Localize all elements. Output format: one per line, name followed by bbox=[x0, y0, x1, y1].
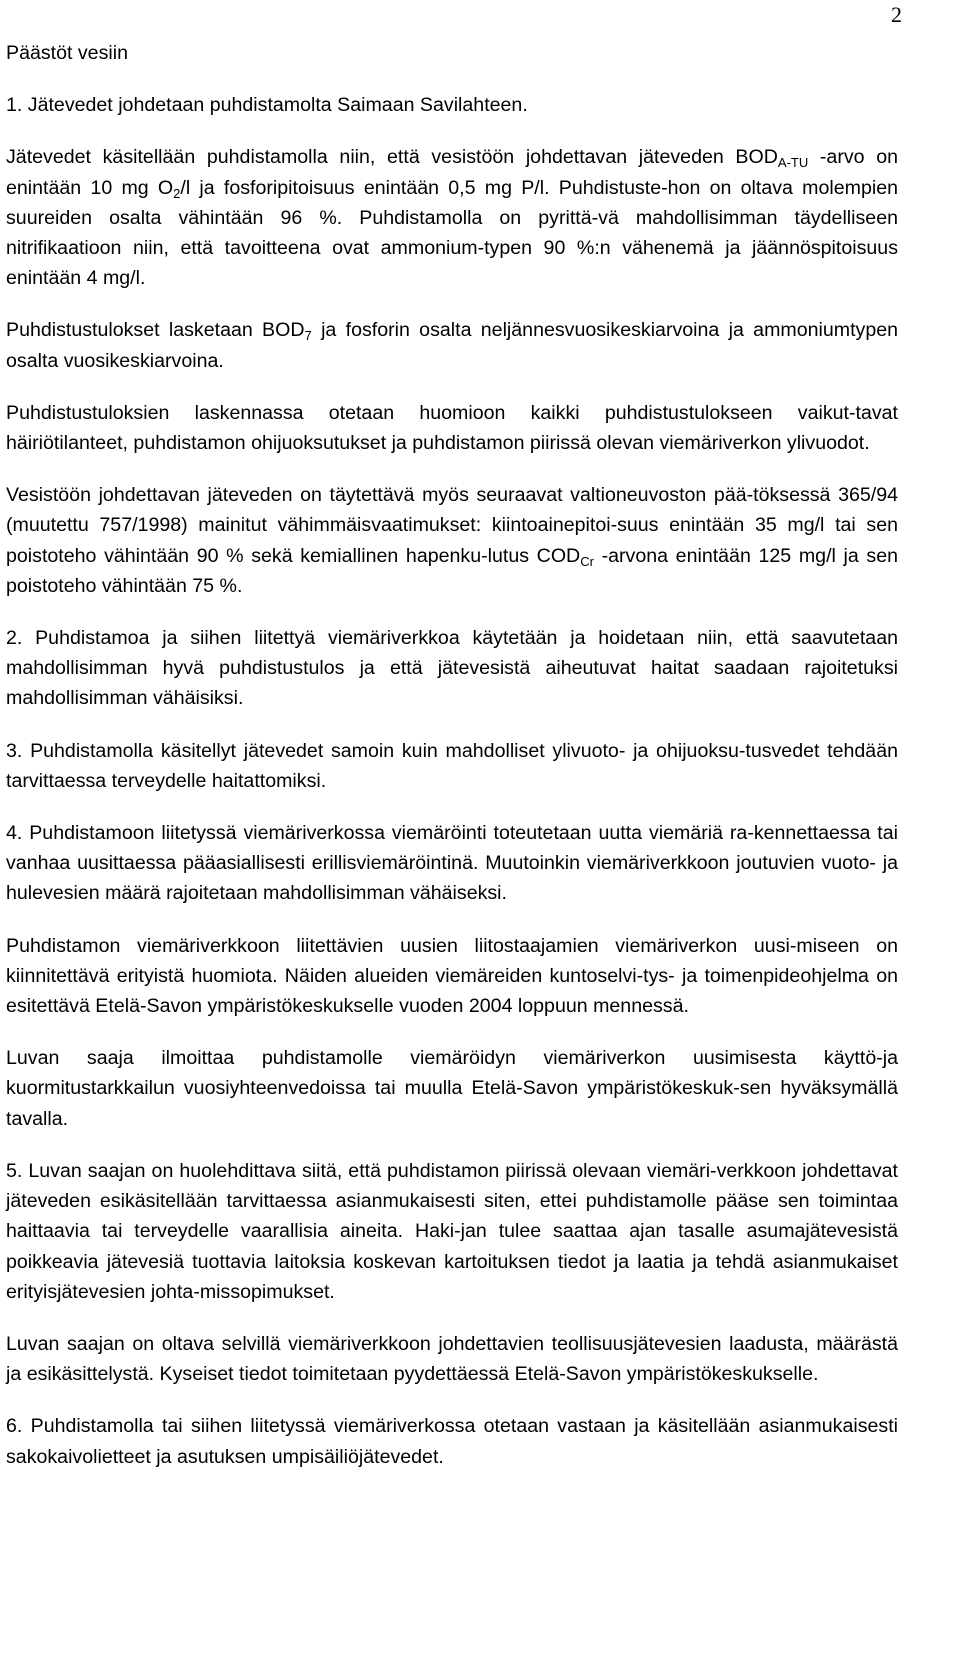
oxygen-subscript: 2 bbox=[173, 185, 181, 201]
paragraph-3 bbox=[6, 315, 898, 375]
section-heading: Päästöt vesiin bbox=[6, 42, 128, 64]
page-number: 2 bbox=[891, 2, 902, 27]
paragraph-2-text-b: -arvo on enintään 10 mg O bbox=[6, 146, 899, 199]
paragraph-2 bbox=[6, 142, 898, 293]
bod7-subscript: 7 bbox=[304, 328, 312, 344]
paragraph-2-text-c: /l ja fosforipitoisuus enintään 0,5 mg P/l. Puhdistuste-hon on oltava molempien suureiden osalta vähintään 96 %. Puhdistamolla on pyrittä-vä mahdollisimman täydelliseen nitrifikaatioon niin, että tavoitteena ovat ammonium-typen 90 %:n vähenemä ja jäännöspitoisuus enintään 4 mg/l. bbox=[6, 176, 898, 290]
paragraph-5 bbox=[6, 480, 898, 601]
paragraph-3-text-a: Puhdistustulokset lasketaan BOD bbox=[6, 319, 305, 342]
paragraph-6: 2. Puhdistamoa ja siihen liitettyä viemäriverkkoa käytetään ja hoidetaan niin, että saavutetaan mahdollisimman hyvä puhdistustulos ja että jätevesistä aiheutuvat haitat saadaan rajoitetuksi mahdollisimman vähäisiksi. bbox=[6, 627, 898, 710]
paragraph-5-text-b: -arvona enintään 125 mg/l ja sen poistoteho vähintään 75 %. bbox=[6, 544, 899, 597]
paragraph-13: 6. Puhdistamolla tai siihen liitetyssä viemäriverkossa otetaan vastaan ja käsitellään asianmukaisesti sakokaivolietteet ja asutuksen umpisäiliöjätevedet. bbox=[6, 1415, 898, 1468]
paragraph-4: Puhdistustuloksien laskennassa otetaan huomioon kaikki puhdistustulokseen vaikut-tavat häiriötilanteet, puhdistamon ohijuoksutukset ja puhdistamon piirissä olevan viemäriverkon ylivuodot. bbox=[6, 401, 898, 455]
paragraph-10: Luvan saaja ilmoittaa puhdistamolle viemäröidyn viemäriverkon uusimisesta käyttö-ja kuormitustarkkailun vuosiyhteenvedoissa tai muulla Etelä-Savon ympäristökeskuk-sen hyväksymällä tavalla. bbox=[6, 1047, 898, 1130]
paragraph-8: 4. Puhdistamoon liitetyssä viemäriverkossa viemäröinti toteutetaan uutta viemäriä ra-kennettaessa tai vanhaa uusittaessa pääasiallisesti erillisviemäröintinä. Muutoinkin viemäriverkkoon joutuvien vuoto- ja hulevesien määrä rajoitetaan mahdollisimman vähäiseksi. bbox=[6, 822, 898, 905]
paragraph-3-text-b: ja fosforin osalta neljännesvuosikeskiarvoina ja ammoniumtypen osalta vuosikeskiarvoina. bbox=[6, 319, 899, 372]
paragraph-12: Luvan saajan on oltava selvillä viemäriverkkoon johdettavien teollisuusjätevesien laadusta, määrästä ja esikäsittelystä. Kyseiset tiedot toimitetaan pyydettäessä Etelä-Savon ympäristökeskukselle. bbox=[6, 1332, 898, 1386]
paragraph-7: 3. Puhdistamolla käsitellyt jätevedet samoin kuin mahdolliset ylivuoto- ja ohijuoksu-tusvedet tehdään tarvittaessa terveydelle haitattomiksi. bbox=[6, 739, 898, 792]
paragraph-5-text-a: Vesistöön johdettavan jäteveden on täytettävä myös seuraavat valtioneuvoston pää-töksessä 365/94 (muutettu 757/1998) mainitut vähimmäisvaatimukset: kiintoainepitoi-suus enintään 35 mg/l tai sen poistoteho vähintään 90 % sekä kemiallinen hapenku-lutus COD bbox=[6, 484, 898, 567]
bod-subscript: A-TU bbox=[777, 155, 809, 171]
paragraph-11: 5. Luvan saajan on huolehdittava siitä, että puhdistamon piirissä olevaan viemäri-verkkoon johdettavat jäteveden esikäsitellään tarvittaessa asianmukaisesti siten, ettei puhdistamolle pääse sen toimintaa haittaavia tai terveydelle vaarallisia aineita. Haki-jan tulee saattaa ajan tasalle asumajätevesistä poikkeavia jätevesiä tuottavia laitoksia koskevan kartoituksen tiedot ja laatia ja tehdä asianmukaiset erityisjätevesien johta-missopimukset. bbox=[6, 1159, 898, 1303]
paragraph-2-text-a: Jätevedet käsitellään puhdistamolla niin, että vesistöön johdettavan jäteveden BOD bbox=[6, 146, 778, 169]
paragraph-9: Puhdistamon viemäriverkkoon liitettävien uusien liitostaajamien viemäriverkon uusi-miseen on kiinnitettävä erityistä huomiota. Näiden alueiden viemäreiden kuntoselvi-tys- ja toimenpideohjelma on esitettävä Etelä-Savon ympäristökeskukselle vuoden 2004 loppuun mennessä. bbox=[6, 934, 898, 1018]
document-body bbox=[6, 38, 898, 1494]
cod-subscript: Cr bbox=[580, 553, 594, 569]
paragraph-1: 1. Jätevedet johdetaan puhdistamolta Saimaan Savilahteen. bbox=[6, 94, 528, 117]
